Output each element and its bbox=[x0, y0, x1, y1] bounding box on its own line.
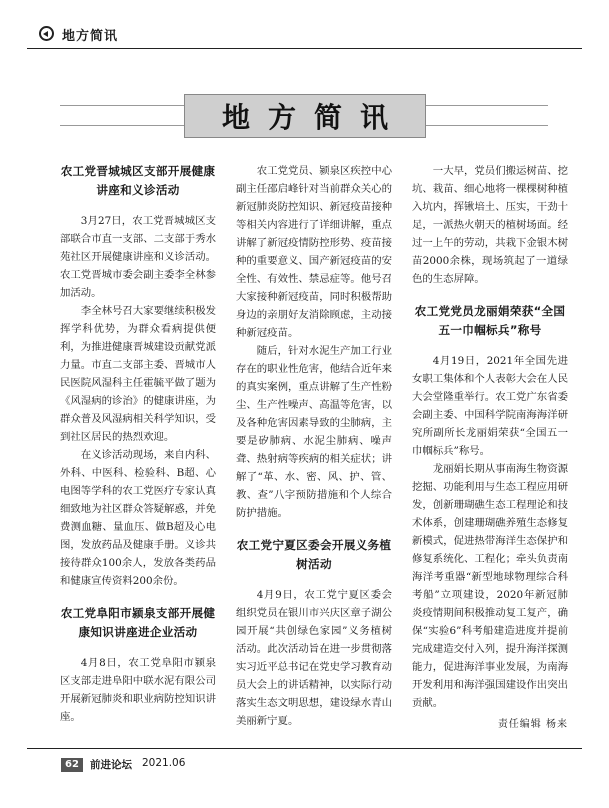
article-2-paragraph: 随后，针对水泥生产加工行业存在的职业性危害，他结合近年来的真实案例，重点讲解了生产性粉尘、生产性噪声、高温等危害，以及各种危害因素导致的尘肺病，主要是矽肺病、水泥尘肺病、噪声聋、热射病等疾病的相关症状；讲解了“革、水、密、风、护、管、教、查”八字预防措施和个人综合防护措施。 bbox=[236, 345, 392, 519]
article-1-title: 农工党晋城城区支部开展健康讲座和义诊活动 bbox=[60, 164, 216, 197]
article-2-paragraph: 农工党党员、颍泉区疾控中心副主任邵启峰针对当前群众关心的新冠肺炎防控知识、新冠疫苗接种等相关内容进行了详细讲解，重点讲解了新冠疫情防控形势、疫苗接种的重要意义、国产新冠疫苗的安全性、有效性、禁忌症等。他号召大家接种新冠疫苗，同时积极帮助身边的亲朋好友消除顾虑，主动接种新冠疫苗。 bbox=[236, 165, 392, 339]
article-4-paragraph: 龙丽娟长期从事南海生物资源挖掘、功能利用与生态工程应用研发，创新珊瑚礁生态工程理论和技术体系，创建珊瑚礁养殖生态修复新模式，促进热带海洋生态保护和修复系统化、工程化；牵头负责南海洋考重器“新型地球物理综合科考船”立项建设，2020年新冠肺炎疫情期间积极推动复工复产，确保“实验6”科考船建造进度并提前完成建造交付入列，提升海洋探测能力，促进海洋事业发展，为南海开发利用和海洋强国建设作出突出贡献。 bbox=[412, 463, 568, 709]
page-title-banner: 地方简讯 bbox=[184, 94, 426, 138]
page-number: 62 bbox=[61, 758, 83, 772]
issue-date: 2021.06 bbox=[142, 757, 186, 769]
article-2-title: 农工党阜阳市颍泉支部开展健康知识讲座进企业活动 bbox=[60, 606, 216, 639]
section-header bbox=[27, 24, 582, 49]
column-1 bbox=[60, 162, 216, 726]
footer-rule bbox=[27, 748, 582, 749]
editor-credit: 责任编辑 杨来 bbox=[497, 719, 568, 730]
article-3-paragraph: 一大早，党员们搬运树苗、挖坑、栽苗、细心地将一棵棵树种植入坑内，挥锹培土、压实，干劲十足，一派热火朝天的植树场面。经过一上午的劳动，共栽下金银木树苗2000余株，现场筑起了一道绿色的生态屏障。 bbox=[412, 165, 568, 285]
article-3-title: 农工党宁夏区委会开展义务植树活动 bbox=[236, 538, 392, 571]
article-4-paragraph: 4月19日，2021年全国先进女职工集体和个人表彰大会在人民大会堂隆重举行。农工党广东省委会副主委、中国科学院南海海洋研究所副所长龙丽娟荣获“全国五一巾帼标兵”称号。 bbox=[412, 355, 568, 457]
article-1-paragraph: 3月27日，农工党晋城城区支部联合市直一支部、二支部于秀水苑社区开展健康讲座和义诊活动。农工党晋城市委会副主委李全林参加活动。 bbox=[60, 215, 216, 299]
article-2-paragraph: 4月8日，农工党阜阳市颍泉区支部走进阜阳中联水泥有限公司开展新冠肺炎和职业病防控知识讲座。 bbox=[60, 657, 216, 723]
section-logo-icon bbox=[39, 26, 54, 41]
article-4-title: 农工党党员龙丽娟荣获“全国五一巾帼标兵”称号 bbox=[414, 304, 566, 337]
article-3-paragraph: 4月9日，农工党宁夏区委会组织党员在银川市兴庆区章子湖公园开展“共创绿色家园”义务植树活动。此次活动旨在进一步贯彻落实习近平总书记在党史学习教育动员大会上的讲话精神，以实际行动落实生态文明思想，建设绿水青山美丽新宁夏。 bbox=[236, 589, 392, 727]
section-label: 地方简讯 bbox=[62, 29, 119, 44]
column-2 bbox=[236, 162, 392, 730]
article-1-paragraph: 在义诊活动现场，来自内科、外科、中医科、检验科、B超、心电图等学科的农工党医疗专家认真细致地为社区群众答疑解惑，并免费测血糖、量血压、做B超及心电图，发放药品及健康手册。义诊共接待群众100余人，发放各类药品和健康宣传资料200余份。 bbox=[60, 449, 216, 587]
column-3 bbox=[412, 162, 568, 734]
article-1-paragraph: 李全林号召大家要继续积极发挥学科优势，为群众看病提供便利，为推进健康晋城建设贡献党派力量。市直二支部主委、晋城市人民医院风湿科主任霍毓平做了题为《风湿病的诊治》的健康讲座，为群众普及风湿病相关科学知识，受到社区居民的热烈欢迎。 bbox=[60, 305, 216, 443]
magazine-name: 前进论坛 bbox=[90, 759, 132, 771]
